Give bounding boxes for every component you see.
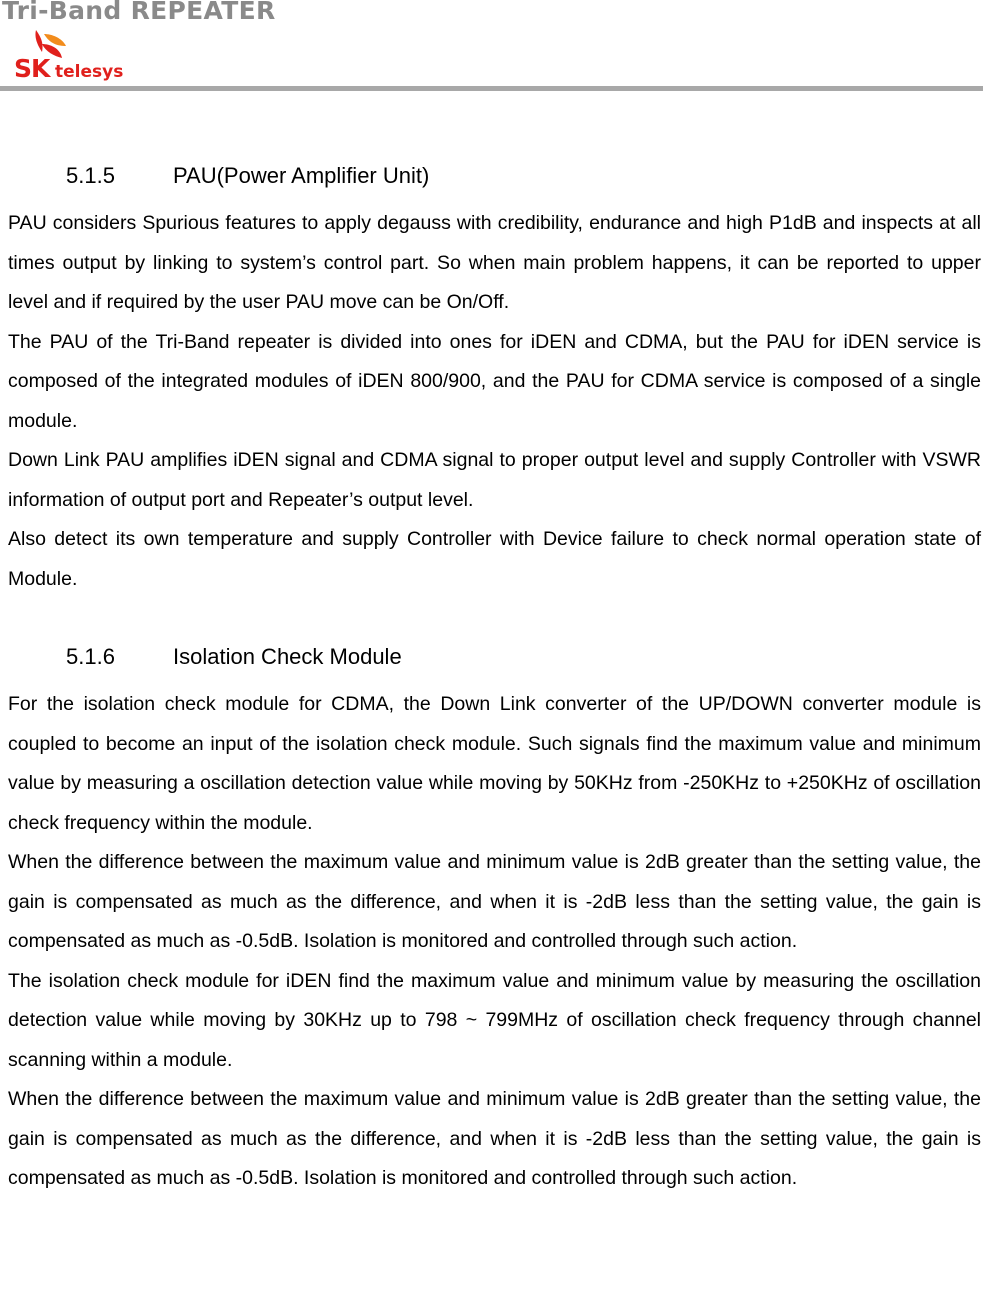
document-body <box>8 156 981 1199</box>
section-heading-isolation <box>8 637 981 677</box>
paragraph: Also detect its own temperature and supply Controller with Device failure to check normal operation state of Module. <box>8 528 981 590</box>
paragraph: When the difference between the maximum value and minimum value is 2dB greater than the setting value, the gain is compensated as much as the difference, and when it is -2dB less than the setting value, the gain is compensated as much as -0.5dB. Isolation is monitored and controlled through such action. <box>8 851 981 952</box>
section-title: PAU(Power Amplifier Unit) <box>173 163 430 188</box>
logo-telesys-text: telesys <box>55 62 124 82</box>
paragraph: The isolation check module for iDEN find the maximum value and minimum value by measuring the oscillation detection value while moving by 30KHz up to 798 ~ 799MHz of oscillation check frequency through channel scanning within a module. <box>8 969 981 1071</box>
section-number: 5.1.5 <box>66 163 115 188</box>
header-divider <box>0 86 983 91</box>
section-heading-pau <box>8 156 981 196</box>
section-number: 5.1.6 <box>66 644 115 669</box>
paragraph: Down Link PAU amplifies iDEN signal and CDMA signal to proper output level and supply Controller with VSWR information of output port and Repeater’s output level. <box>8 449 981 511</box>
section-title: Isolation Check Module <box>173 644 402 669</box>
logo-sk-text: SK <box>14 54 50 83</box>
paragraph: When the difference between the maximum value and minimum value is 2dB greater than the setting value, the gain is compensated as much as the difference, and when it is -2dB less than the setting value, the gain is compensated as much as -0.5dB. Isolation is monitored and controlled through such action. <box>8 1088 981 1189</box>
page-header <box>0 0 983 92</box>
document-title: Tri-Band REPEATER <box>2 0 276 25</box>
sk-telesys-logo <box>8 28 138 86</box>
paragraph: PAU considers Spurious features to apply degauss with credibility, endurance and high P1dB and inspects at all times output by linking to system’s control part. So when main problem happens, it can be reported to upper level and if required by the user PAU move can be On/Off. <box>8 212 981 313</box>
paragraph: For the isolation check module for CDMA, the Down Link converter of the UP/DOWN converter module is coupled to become an input of the isolation check module. Such signals find the maximum value and minimum value by measuring a oscillation detection value while moving by 50KHz from -250KHz to +250KHz of oscillation check frequency within the module. <box>8 693 981 834</box>
paragraph: The PAU of the Tri-Band repeater is divided into ones for iDEN and CDMA, but the PAU for iDEN service is composed of the integrated modules of iDEN 800/900, and the PAU for CDMA service is composed of a single module. <box>8 330 981 432</box>
